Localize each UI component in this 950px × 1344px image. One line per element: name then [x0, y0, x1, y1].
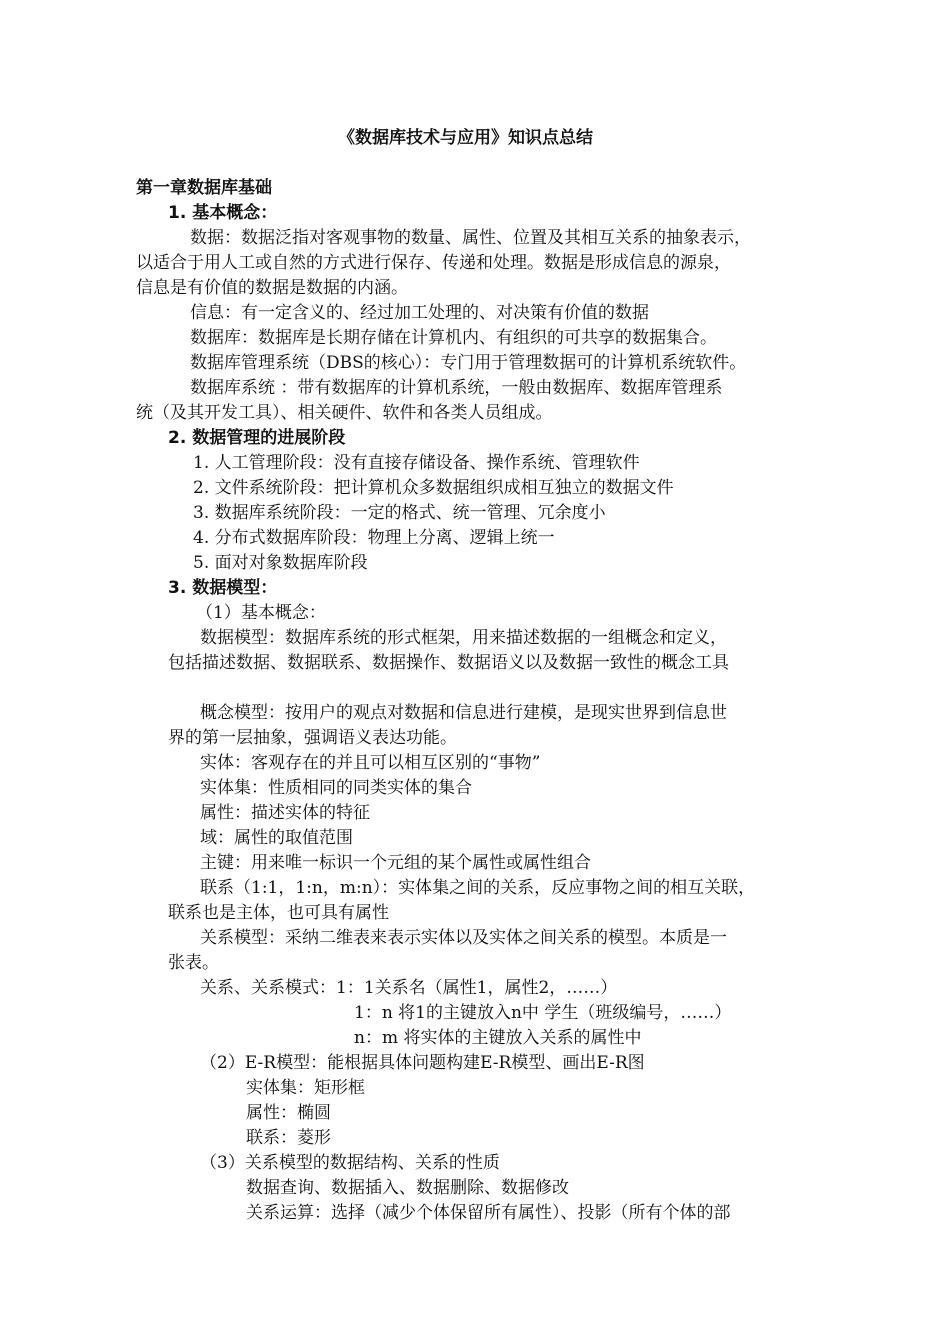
- subsection-heading: （3）关系模型的数据结构、关系的性质: [200, 1153, 500, 1173]
- paragraph-line: 数据查询、数据插入、数据删除、数据修改: [246, 1178, 569, 1198]
- subsection-heading: （1）基本概念：: [196, 603, 326, 623]
- paragraph-line: 概念模型：按用户的观点对数据和信息进行建模，是现实世界到信息世: [200, 703, 727, 723]
- document-title: 《数据库技术与应用》知识点总结: [338, 128, 593, 148]
- paragraph-line: 界的第一层抽象，强调语义表达功能。: [168, 728, 457, 748]
- schema-line: 关系、关系模式：1：1关系名（属性1，属性2，……）: [200, 978, 618, 998]
- paragraph-line: 数据模型：数据库系统的形式框架，用来描述数据的一组概念和定义，: [200, 628, 727, 648]
- paragraph-line: 以适合于用人工或自然的方式进行保存、传递和处理。数据是形成信息的源泉，: [136, 253, 731, 273]
- definition-key: 主键：用来唯一标识一个元组的某个属性或属性组合: [200, 853, 591, 873]
- definition-domain: 域：属性的取值范围: [200, 828, 353, 848]
- paragraph-line: 包括描述数据、数据联系、数据操作、数据语义以及数据一致性的概念工具: [168, 653, 729, 673]
- definition-database: 数据库：数据库是长期存储在计算机内、有组织的可共享的数据集合。: [190, 328, 717, 348]
- section-heading-data-model: 3. 数据模型：: [168, 578, 278, 598]
- definition-dbs: 数据库系统 ：带有数据库的计算机系统，一般由数据库、数据库管理系: [190, 378, 723, 398]
- list-item: 4. 分布式数据库阶段：物理上分离、逻辑上统一: [193, 528, 555, 548]
- section-heading-data-management: 2. 数据管理的进展阶段: [168, 428, 346, 448]
- definition-dbs-cont: 统（及其开发工具）、相关硬件、软件和各类人员组成。: [136, 403, 553, 423]
- definition-attribute: 属性：描述实体的特征: [200, 803, 370, 823]
- definition-information: 信息：有一定含义的、经过加工处理的、对决策有价值的数据: [190, 303, 649, 323]
- definition-entity: 实体：客观存在的并且可以相互区别的“事物”: [200, 753, 541, 773]
- list-item: 5. 面对对象数据库阶段: [193, 553, 368, 573]
- definition-relationship-cont: 联系也是主体，也可具有属性: [168, 903, 389, 923]
- list-item: 3. 数据库系统阶段：一定的格式、统一管理、冗余度小: [193, 503, 606, 523]
- definition-relational-model-cont: 张表。: [168, 953, 219, 973]
- definition-dbms: 数据库管理系统（DBS的核心）：专门用于管理数据可的计算机系统软件。: [190, 353, 747, 373]
- paragraph-line: 关系运算：选择（减少个体保留所有属性）、投影（所有个体的部: [246, 1203, 731, 1223]
- schema-line: 1：n 将1的主键放入n中 学生（班级编号，……）: [354, 1003, 732, 1023]
- definition-relational-model: 关系模型：采纳二维表来表示实体以及实体之间关系的模型。本质是一: [200, 928, 727, 948]
- chapter-heading: 第一章数据库基础: [136, 178, 272, 198]
- list-item: 1. 人工管理阶段：没有直接存储设备、操作系统、管理软件: [193, 453, 640, 473]
- er-item: 属性：椭圆: [246, 1103, 331, 1123]
- definition-relationship: 联系（1:1，1:n，m:n）：实体集之间的关系，反应事物之间的相互关联，: [200, 878, 756, 898]
- list-item: 2. 文件系统阶段：把计算机众多数据组织成相互独立的数据文件: [193, 478, 674, 498]
- paragraph-line: 信息是有价值的数据是数据的内涵。: [136, 278, 408, 298]
- subsection-heading: （2）E-R模型：能根据具体问题构建E-R模型、画出E-R图: [200, 1053, 645, 1073]
- er-item: 实体集：矩形框: [246, 1078, 365, 1098]
- er-item: 联系：菱形: [246, 1128, 331, 1148]
- section-heading-basic-concepts: 1. 基本概念：: [168, 203, 278, 223]
- definition-entity-set: 实体集：性质相同的同类实体的集合: [200, 778, 472, 798]
- schema-line: n：m 将实体的主键放入关系的属性中: [354, 1028, 642, 1048]
- paragraph-line: 数据：数据泛指对客观事物的数量、属性、位置及其相互关系的抽象表示，: [190, 228, 751, 248]
